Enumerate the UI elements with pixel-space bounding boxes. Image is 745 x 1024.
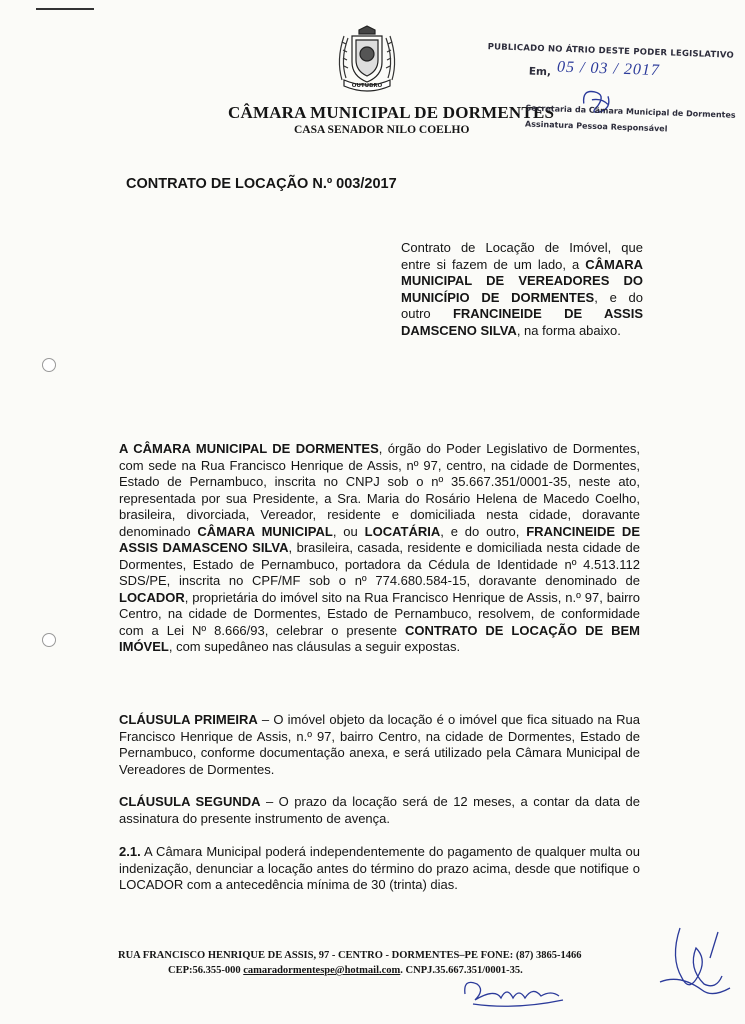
clause-2-1 <box>119 844 640 894</box>
contract-title: CONTRATO DE LOCAÇÃO N.º 003/2017 <box>126 176 397 192</box>
para1-bold-6: CONTRATO DE LOCAÇÃO DE BEM IMÓVEL <box>119 622 640 654</box>
clause-first-label: CLÁUSULA PRIMEIRA <box>119 712 258 727</box>
intro-text-1: Contrato de Locação de Imóvel, que entre si fazem de um lado, a <box>401 240 643 272</box>
intro-bold-1: CÂMARA MUNICIPAL DE VEREADORES DO MUNICÍPIO DE DORMENTES <box>401 256 643 305</box>
clause-2-1-label: 2.1. <box>119 844 141 859</box>
intro-paragraph <box>401 240 643 339</box>
clause-second-text: – O prazo da locação será de 12 meses, a contar da data de assinatura do presente instrumento de avença. <box>119 794 640 826</box>
clause-second-label: CLÁUSULA SEGUNDA <box>119 794 261 809</box>
signature-bottom <box>455 970 575 1014</box>
footer-address: RUA FRANCISCO HENRIQUE DE ASSIS, 97 - CENTRO - DORMENTES–PE FONE: (87) 3865-1466 <box>118 950 582 961</box>
binder-hole <box>42 633 56 647</box>
corner-mark <box>36 8 94 10</box>
parties-paragraph <box>119 441 640 656</box>
publication-stamp <box>484 38 736 156</box>
para1-text-3: , e do outro, <box>440 523 527 539</box>
stamp-line-published: PUBLICADO NO ÁTRIO DESTE PODER LEGISLATIVO <box>487 42 735 61</box>
footer-cnpj: . CNPJ.35.667.351/0001-35. <box>400 965 523 976</box>
para1-text-6: , com supedâneo nas cláusulas a seguir expostas. <box>168 639 461 654</box>
footer-email: camaradormentespe@hotmail.com <box>243 965 401 976</box>
intro-text-2: , e do outro <box>401 289 643 321</box>
para1-bold-3: LOCATÁRIA <box>364 523 441 539</box>
stamp-date-handwritten: 05 / 03 / 2017 <box>556 58 661 80</box>
clause-first-text: – O imóvel objeto da locação é o imóvel que fica situado na Rua Francisco Henrique de Assis, n.º 97, bairro Centro, na cidade de Dormentes, Estado de Pernambuco, conforme documentação anexa, e será utilizado pela Câmara Municipal de Vereadores de Dormentes. <box>119 712 640 777</box>
clause-2-1-text: A Câmara Municipal poderá independentemente do pagamento de qualquer multa ou indenização, denunciar a locação antes do término do prazo acima, desde que notifique o LOCADOR com a antecedência mínima de 30 (trinta) dias. <box>119 844 640 892</box>
para1-bold-2: CÂMARA MUNICIPAL <box>197 523 333 539</box>
stamp-line-signature: Assinatura Pessoa Responsável <box>524 119 668 134</box>
signature-right <box>640 918 740 1008</box>
institution-name: CÂMARA MUNICIPAL DE DORMENTES <box>228 103 555 122</box>
intro-bold-2: FRANCINEIDE DE ASSIS DAMSCENO SILVA <box>401 306 643 338</box>
para1-text-5: , proprietária do imóvel sito na Rua Francisco Henrique de Assis, n.º 97, bairro Centro, na cidade de Dormentes, Estado de Pernambuco, resolvem, de conformidade com a Lei Nº 8.666/93, celebrar o presente <box>119 589 640 638</box>
coat-of-arms-logo <box>328 20 406 96</box>
footer-cep: CEP:56.355-000 <box>168 965 244 976</box>
para1-text-2: , ou <box>332 523 365 539</box>
para1-bold-4: FRANCINEIDE DE ASSIS DAMASCENO SILVA <box>119 523 640 555</box>
stamp-line-secretaria: Secretaria da Câmara Municipal de Dormentes <box>525 103 736 120</box>
para1-bold-1: A CÂMARA MUNICIPAL DE DORMENTES <box>119 441 379 456</box>
para1-text-1: , órgão do Poder Legislativo de Dormentes, com sede na Rua Francisco Henrique de Assis, nº 97, centro, na cidade de Dormentes, Estado de Pernambuco, inscrita no CNPJ sob o nº 35.667.351/0001-35, neste ato, representada por sua Presidente, a Sra. Maria do Rosário Helena de Macedo Coelho, brasileira, divorciada, Vereador, residente e domiciliada nesta cidade, doravante denominado <box>119 441 640 539</box>
stamp-date-label: Em, <box>528 65 552 79</box>
logo-ribbon-text: OUTUBRO <box>351 83 383 89</box>
intro-text-3: , na forma abaixo. <box>516 322 621 338</box>
clause-first <box>119 712 640 778</box>
clause-second <box>119 794 640 827</box>
para1-text-4: , brasileira, casada, residente e domiciliada nesta cidade de Dormentes, Estado de Pernambuco, portadora da Cédula de Identidade nº 4.513.112 SDS/PE, inscrita no CPF/MF sob o nº 774.680.584-15, doravante denominado de <box>119 540 640 588</box>
para1-bold-5: LOCADOR <box>119 589 185 605</box>
binder-hole <box>42 358 56 372</box>
institution-subtitle: CASA SENADOR NILO COELHO <box>294 124 470 136</box>
